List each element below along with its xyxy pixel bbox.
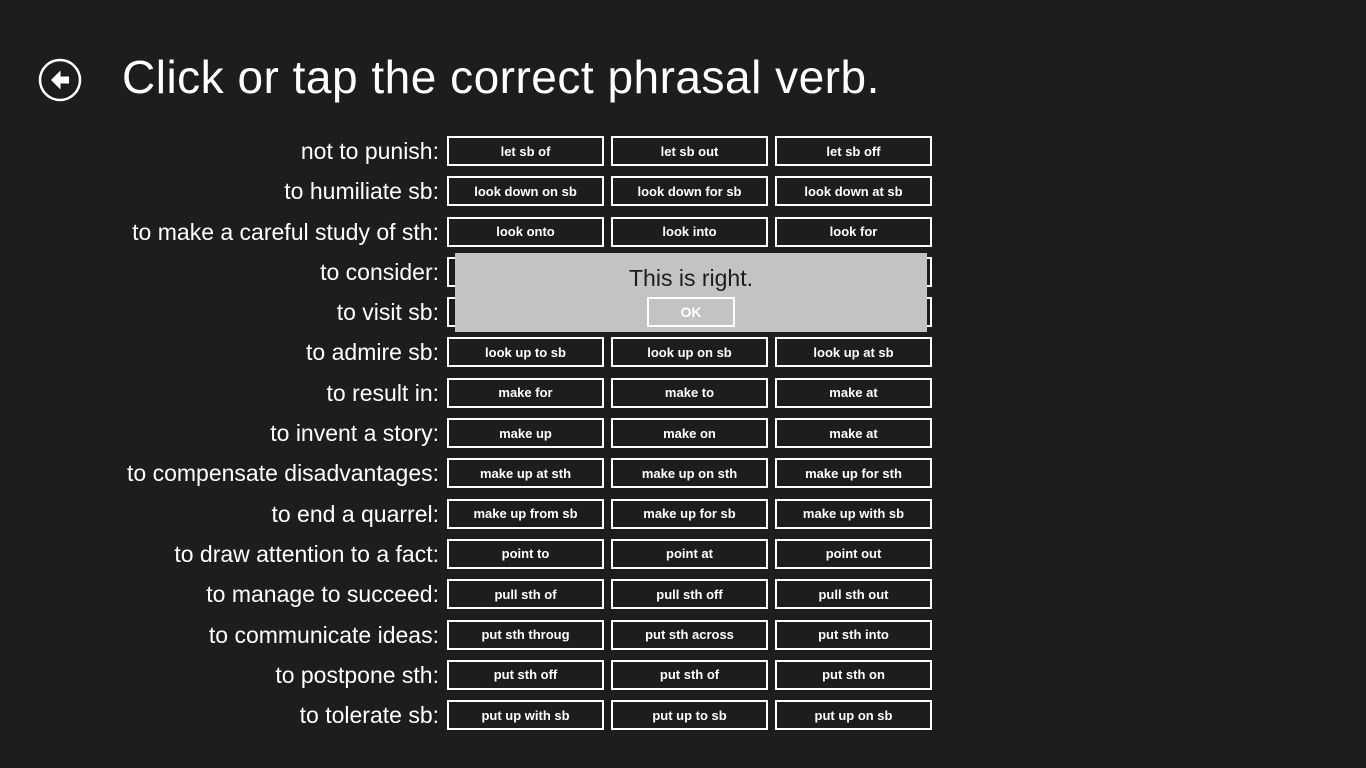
question-label: not to punish:	[300, 138, 439, 164]
question-label: to postpone sth:	[275, 661, 439, 688]
answer-button[interactable]: point to	[447, 539, 604, 569]
quiz-row-to-draw-attention	[0, 539, 939, 569]
quiz-row-to-communicate-ideas	[0, 620, 939, 650]
answer-button[interactable]: look onto	[447, 217, 604, 247]
answer-button[interactable]: make at	[775, 418, 932, 448]
answer-button[interactable]: make at	[775, 378, 932, 408]
answer-button[interactable]: put sth on	[775, 660, 932, 690]
answer-button[interactable]: look up at sb	[775, 337, 932, 367]
answer-button[interactable]: look for	[775, 217, 932, 247]
question-label: to make a careful study of sth:	[132, 218, 439, 245]
answer-button[interactable]: put up on sb	[775, 700, 932, 730]
answer-button[interactable]: put sth into	[775, 620, 932, 650]
answer-button[interactable]: point out	[775, 539, 932, 569]
answer-button[interactable]: make up with sb	[775, 499, 932, 529]
question-label: to result in:	[326, 379, 439, 406]
page-title: Click or tap the correct phrasal verb.	[122, 51, 880, 103]
answer-button[interactable]: make up	[447, 418, 604, 448]
answer-button[interactable]: look into	[611, 217, 768, 247]
quiz-row-to-admire-sb	[0, 337, 939, 367]
answer-button[interactable]: make up for sth	[775, 458, 932, 488]
quiz-row-to-result-in	[0, 378, 939, 408]
question-label: to end a quarrel:	[271, 500, 439, 527]
quiz-row-to-invent-a-story	[0, 418, 939, 448]
question-label: to communicate ideas:	[208, 621, 439, 648]
answer-button[interactable]: make up for sb	[611, 499, 768, 529]
question-label: to compensate disadvantages:	[127, 460, 439, 487]
quiz-row-to-postpone-sth	[0, 660, 939, 690]
answer-button[interactable]: let sb of	[447, 136, 604, 166]
answer-button[interactable]: look up on sb	[611, 337, 768, 367]
question-label: to manage to succeed:	[206, 581, 439, 608]
answer-button[interactable]: make for	[447, 378, 604, 408]
quiz-row-not-to-punish	[0, 136, 939, 166]
answer-button[interactable]: put sth off	[447, 660, 604, 690]
answer-button[interactable]: make up from sb	[447, 499, 604, 529]
ok-button[interactable]: OK	[647, 297, 735, 327]
question-label: to visit sb:	[336, 299, 439, 326]
answer-button[interactable]: put up with sb	[447, 700, 604, 730]
answer-button[interactable]: put sth across	[611, 620, 768, 650]
quiz-row-to-end-a-quarrel	[0, 499, 939, 529]
answer-button[interactable]: let sb off	[775, 136, 932, 166]
back-button[interactable]	[38, 58, 82, 102]
quiz-row-to-humiliate-sb	[0, 176, 939, 206]
quiz-list	[0, 136, 939, 730]
quiz-row-to-compensate-disadvantages	[0, 458, 939, 488]
answer-button[interactable]: let sb out	[611, 136, 768, 166]
question-label: to humiliate sb:	[284, 178, 439, 205]
answer-button[interactable]: make on	[611, 418, 768, 448]
answer-button[interactable]: look down on sb	[447, 176, 604, 206]
answer-button[interactable]: make up at sth	[447, 458, 604, 488]
answer-button[interactable]: pull sth off	[611, 579, 768, 609]
back-arrow-icon	[38, 58, 82, 102]
answer-button[interactable]: look down for sb	[611, 176, 768, 206]
question-label: to consider:	[320, 258, 439, 285]
answer-button[interactable]: make to	[611, 378, 768, 408]
question-label: to tolerate sb:	[299, 702, 439, 729]
quiz-row-to-manage-to-succeed	[0, 579, 939, 609]
quiz-row-to-tolerate-sb	[0, 700, 939, 730]
result-dialog	[455, 253, 927, 332]
question-label: to invent a story:	[270, 420, 439, 447]
quiz-row-to-make-a-careful-study	[0, 217, 939, 247]
answer-button[interactable]: put sth throug	[447, 620, 604, 650]
answer-button[interactable]: put up to sb	[611, 700, 768, 730]
answer-button[interactable]: pull sth of	[447, 579, 604, 609]
answer-button[interactable]: pull sth out	[775, 579, 932, 609]
answer-button[interactable]: put sth of	[611, 660, 768, 690]
answer-button[interactable]: look down at sb	[775, 176, 932, 206]
question-label: to draw attention to a fact:	[174, 540, 439, 567]
answer-button[interactable]: look up to sb	[447, 337, 604, 367]
question-label: to admire sb:	[306, 339, 439, 366]
answer-button[interactable]: make up on sth	[611, 458, 768, 488]
result-message: This is right.	[629, 265, 753, 291]
answer-button[interactable]: point at	[611, 539, 768, 569]
